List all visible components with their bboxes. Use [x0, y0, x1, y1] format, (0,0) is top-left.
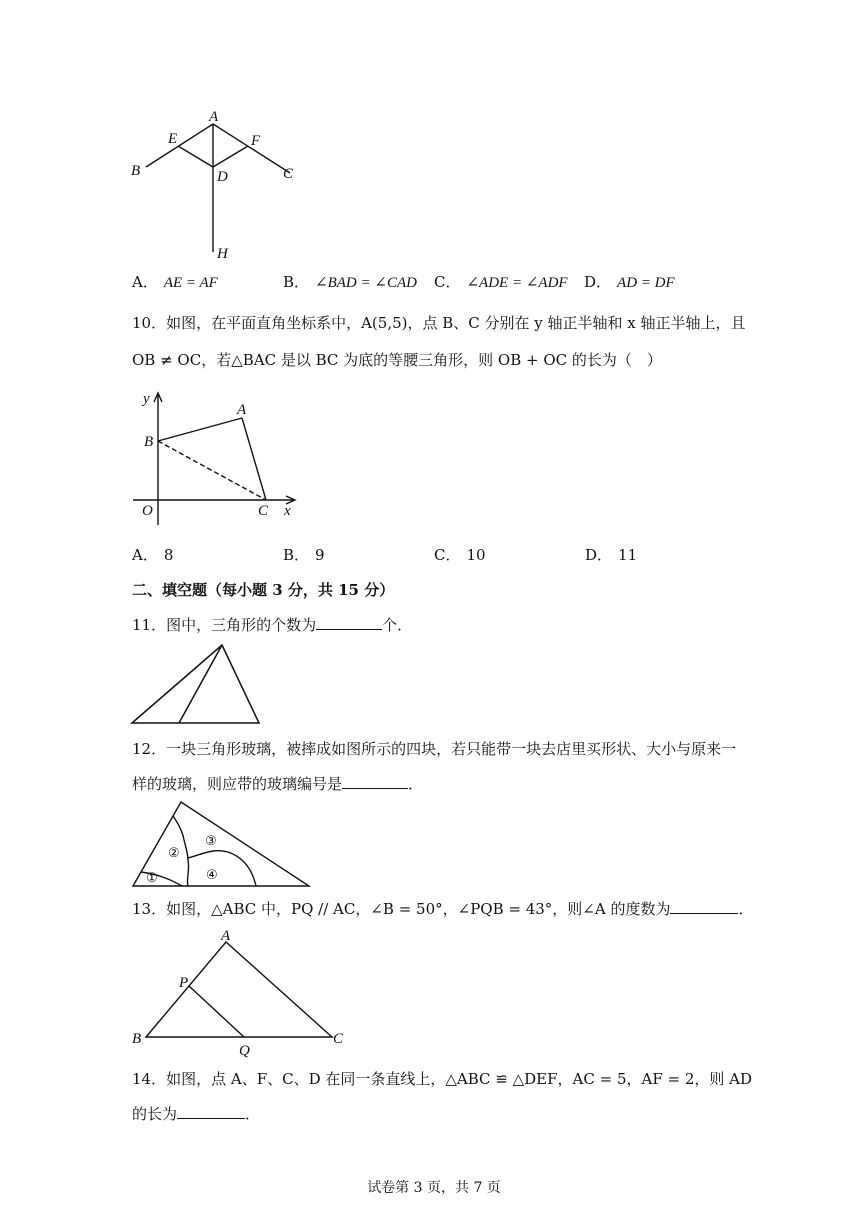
q12-stem-line2: 样的玻璃，则应带的玻璃编号是 ． [132, 775, 424, 793]
q14-answer-blank[interactable] [177, 1106, 245, 1119]
q10-label-a: A [237, 402, 247, 418]
q13-answer-blank[interactable] [670, 901, 738, 914]
q9-options [132, 275, 732, 293]
q14-stem-line2: 的长为 ． [132, 1105, 261, 1123]
page-footer: 试卷第 3 页，共 7 页 [367, 1180, 501, 1196]
q13-label-a: A [221, 928, 231, 944]
q11-stem: 11．图中，三角形的个数为 个． [132, 616, 413, 634]
q12-piece-3: ③ [205, 833, 217, 848]
q10-option-b: B． 9 [283, 546, 325, 564]
q13-stem: 13．如图，△ABC 中，PQ // AC，∠B = 50°，∠PQB = 43°，则∠A 的度数为 ． [132, 900, 754, 918]
q10-option-a: A． 8 [132, 546, 174, 564]
q11-figure [128, 640, 268, 728]
q10-stem-line2: OB ≠ OC，若△BAC 是以 BC 为底的等腰三角形，则 OB + OC 的长为（ ） [132, 351, 662, 369]
q14-stem-line1: 14．如图，点 A、F、C、D 在同一条直线上，△ABC ≌ △DEF，AC = 5，AF = 2，则 AD [132, 1070, 753, 1088]
q10-options [132, 548, 732, 566]
q12-piece-4: ④ [206, 867, 218, 882]
section-title-fill-in: 二、填空题（每小题 3 分，共 15 分） [132, 581, 395, 599]
q12-figure [128, 798, 314, 890]
q9-label-c: C [283, 166, 294, 182]
q9-option-b: B． ∠BAD = ∠CAD [283, 273, 417, 291]
q9-label-f: F [251, 133, 261, 149]
q10-stem-line1: 10．如图，在平面直角坐标系中，A(5,5)，点 B、C 分别在 y 轴正半轴和 x 轴正半轴上，且 [132, 314, 746, 332]
q9-label-b: B [131, 163, 141, 179]
q13-label-p: P [179, 975, 189, 991]
q9-label-e: E [168, 131, 178, 147]
q10-label-x: x [284, 503, 291, 519]
q12-stem-line1: 12．一块三角形玻璃，被摔成如图所示的四块，若只能带一块去店里买形状、大小与原来一 [132, 740, 737, 758]
q12-answer-blank[interactable] [342, 776, 408, 789]
q9-option-c: C． ∠ADE = ∠ADF [434, 273, 568, 291]
q10-option-c: C． 10 [434, 546, 486, 564]
q13-figure [126, 925, 351, 1060]
q9-label-a: A [209, 109, 219, 125]
q10-option-d: D． 11 [585, 546, 638, 564]
q11-answer-blank[interactable] [316, 617, 382, 630]
q9-figure [120, 100, 310, 265]
q9-option-a: A． AE = AF [132, 273, 218, 291]
q9-label-d: D [217, 169, 228, 185]
q12-piece-1: ① [146, 870, 158, 885]
q10-label-c: C [258, 503, 269, 519]
q10-label-o: O [142, 503, 153, 519]
q13-label-c: C [333, 1031, 344, 1047]
q10-label-b: B [144, 434, 154, 450]
q12-piece-2: ② [168, 845, 180, 860]
q9-label-h: H [217, 246, 228, 262]
q13-label-b: B [132, 1031, 142, 1047]
q13-label-q: Q [239, 1043, 250, 1059]
q10-figure [125, 385, 310, 525]
q10-label-y: y [143, 391, 150, 407]
q9-option-d: D． AD = DF [584, 273, 675, 291]
